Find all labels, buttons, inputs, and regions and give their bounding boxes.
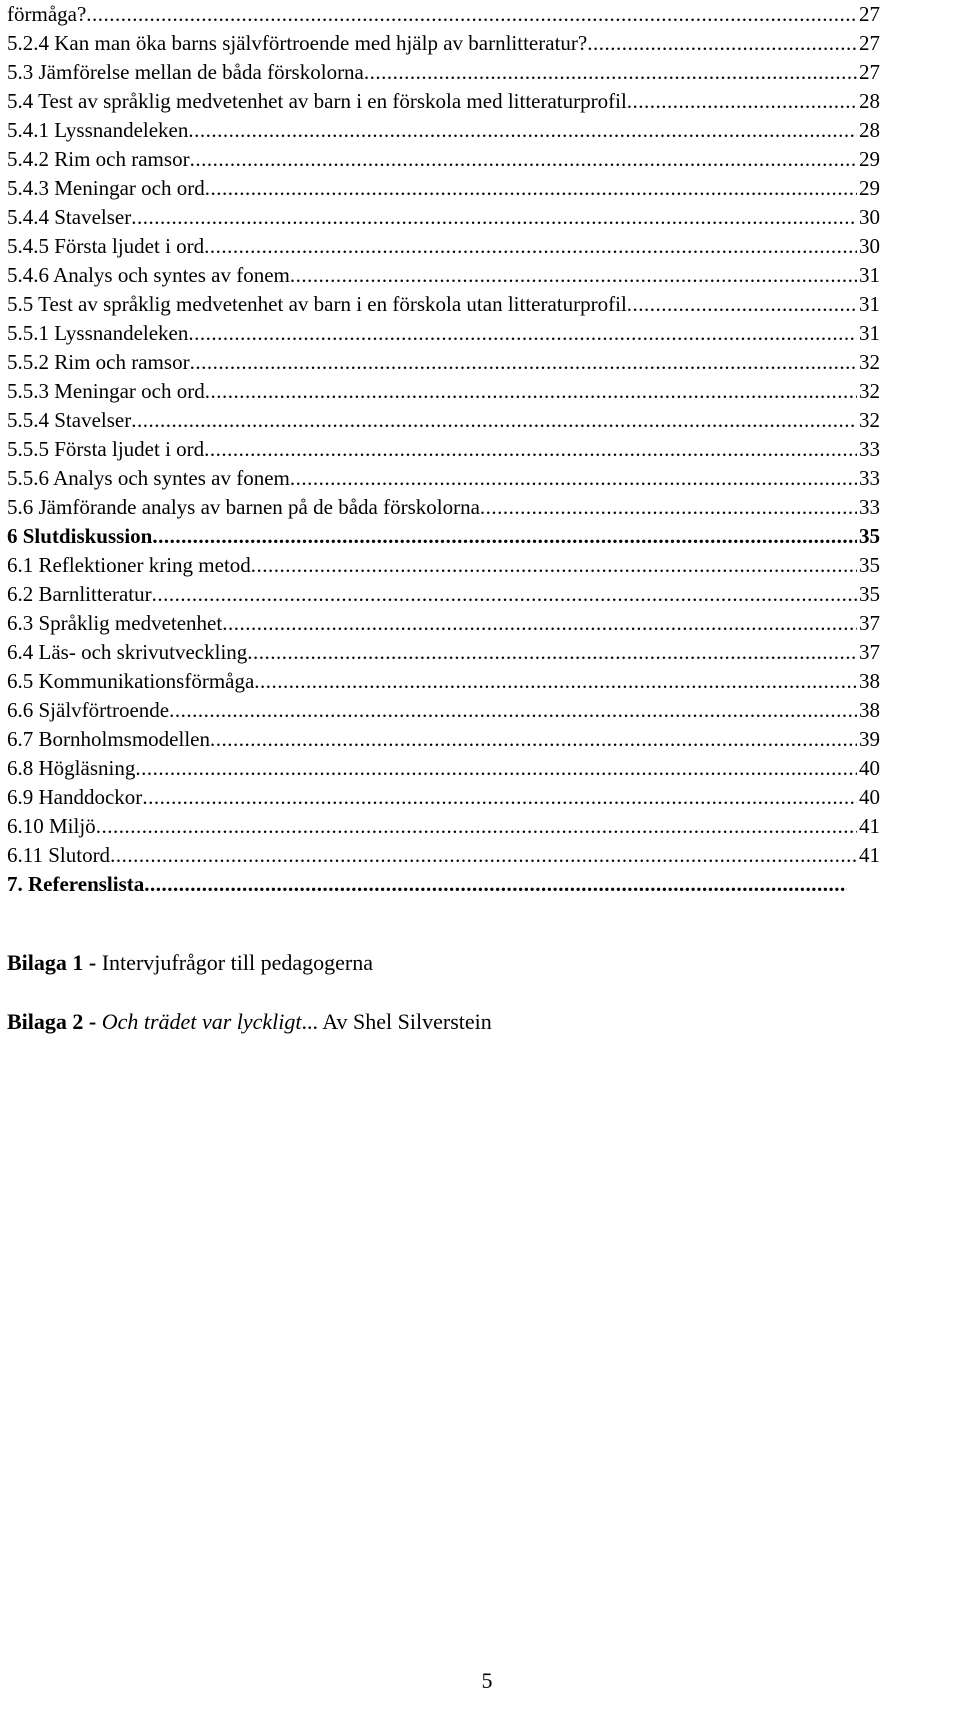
toc-entry-page: 40: [859, 756, 880, 780]
toc-dot-leader: [135, 754, 857, 783]
appendix-1: [7, 948, 373, 978]
toc-dot-leader: [480, 493, 857, 522]
toc-entry-page: 33: [859, 437, 880, 461]
toc-dot-leader: [222, 609, 857, 638]
toc-entry-page: 28: [859, 118, 880, 142]
toc-dot-leader: [254, 667, 857, 696]
toc-entry: [7, 319, 880, 348]
toc-entry-page: 32: [859, 379, 880, 403]
toc-entry-page: 35: [859, 582, 880, 606]
toc-dot-leader: [144, 870, 847, 899]
toc-dot-leader: [152, 580, 857, 609]
toc-entry-page: 32: [859, 350, 880, 374]
toc-entry: [7, 812, 880, 841]
toc-entry: [7, 696, 880, 725]
toc-entry-title: 6.9 Handdockor: [7, 785, 143, 809]
toc-entry-title: 6.1 Reflektioner kring metod: [7, 553, 251, 577]
toc-dot-leader: [188, 116, 857, 145]
toc-entry: [7, 348, 880, 377]
toc-entry-title: 5.3 Jämförelse mellan de båda förskolorna: [7, 60, 364, 84]
appendix-label: Bilaga 2 -: [7, 1009, 102, 1034]
toc-entry-page: 38: [859, 669, 880, 693]
toc-dot-leader: [142, 783, 857, 812]
toc-dot-leader: [205, 174, 857, 203]
appendix-title-italic: Och trädet var lyckligt: [101, 1009, 302, 1034]
toc-entry: [7, 754, 880, 783]
toc-dot-leader: [627, 290, 857, 319]
toc-entry: [7, 232, 880, 261]
toc-entry: [7, 464, 880, 493]
toc-entry: [7, 87, 880, 116]
appendix-title-rest: ... Av Shel Silverstein: [301, 1009, 492, 1034]
toc-entry: [7, 870, 847, 899]
toc-entry-title: 5.5.6 Analys och syntes av fonem: [7, 466, 290, 490]
toc-entry: [7, 638, 880, 667]
toc-dot-leader: [204, 435, 857, 464]
toc-dot-leader: [152, 522, 857, 551]
toc-entry-title: 6.3 Språklig medvetenhet: [7, 611, 223, 635]
toc-entry-title: 6 Slutdiskussion: [7, 524, 153, 548]
toc-entry: [7, 58, 880, 87]
toc-entry: [7, 667, 880, 696]
toc-entry-title: 5.5.4 Stavelser: [7, 408, 132, 432]
toc-dot-leader: [110, 841, 857, 870]
toc-entry-page: 31: [859, 321, 880, 345]
toc-entry-page: 33: [859, 495, 880, 519]
toc-dot-leader: [364, 58, 857, 87]
toc-entry-page: 30: [859, 205, 880, 229]
toc-dot-leader: [290, 464, 857, 493]
toc-entry-page: 27: [859, 60, 880, 84]
toc-entry: [7, 435, 880, 464]
toc-entry: [7, 406, 880, 435]
toc-entry-page: 38: [859, 698, 880, 722]
toc-entry-title: 5.4.1 Lyssnandeleken: [7, 118, 189, 142]
toc-dot-leader: [204, 232, 857, 261]
toc-entry: [7, 203, 880, 232]
toc-entry-title: 5.5 Test av språklig medvetenhet av barn i en förskola utan litteraturprofil: [7, 292, 627, 316]
toc-entry-page: 30: [859, 234, 880, 258]
toc-entry: [7, 522, 880, 551]
toc-entry: [7, 116, 880, 145]
table-of-contents: [7, 0, 880, 899]
toc-entry: [7, 580, 880, 609]
toc-entry: [7, 0, 880, 29]
toc-entry-title: 5.2.4 Kan man öka barns självförtroende med hjälp av barnlitteratur?: [7, 31, 588, 55]
toc-entry-page: 41: [859, 843, 880, 867]
toc-entry-page: 29: [859, 176, 880, 200]
toc-entry-page: 40: [859, 785, 880, 809]
toc-dot-leader: [587, 29, 857, 58]
page-number: 5: [481, 1668, 493, 1693]
toc-dot-leader: [131, 406, 857, 435]
toc-dot-leader: [188, 319, 857, 348]
toc-entry-title: 5.4.6 Analys och syntes av fonem: [7, 263, 290, 287]
toc-entry-page: 29: [859, 147, 880, 171]
toc-entry-page: 31: [859, 292, 880, 316]
toc-entry-page: 31: [859, 263, 880, 287]
toc-dot-leader: [627, 87, 857, 116]
appendix-label: Bilaga 1 -: [7, 950, 102, 975]
toc-entry: [7, 609, 880, 638]
toc-entry: [7, 261, 880, 290]
toc-dot-leader: [247, 638, 857, 667]
toc-dot-leader: [251, 551, 857, 580]
toc-entry-page: 33: [859, 466, 880, 490]
toc-entry-title: 6.6 Självförtroende: [7, 698, 170, 722]
toc-entry-title: 5.6 Jämförande analys av barnen på de båda förskolorna: [7, 495, 480, 519]
toc-entry-title: 6.11 Slutord: [7, 843, 111, 867]
toc-entry: [7, 551, 880, 580]
toc-entry-title: 7. Referenslista: [7, 872, 145, 896]
toc-entry-page: 39: [859, 727, 880, 751]
toc-entry-title: 6.2 Barnlitteratur: [7, 582, 152, 606]
appendix-title: Intervjufrågor till pedagogerna: [101, 950, 373, 975]
toc-entry-title: 6.8 Högläsning: [7, 756, 136, 780]
toc-dot-leader: [190, 145, 857, 174]
toc-entry-page: 32: [859, 408, 880, 432]
toc-entry-page: 35: [859, 524, 880, 548]
toc-entry-title: 5.4.3 Meningar och ord: [7, 176, 205, 200]
toc-dot-leader: [190, 348, 857, 377]
toc-entry-title: 6.10 Miljö: [7, 814, 96, 838]
toc-entry-page: 28: [859, 89, 880, 113]
toc-dot-leader: [210, 725, 857, 754]
toc-entry: [7, 145, 880, 174]
toc-entry-title: 5.4.5 Första ljudet i ord: [7, 234, 205, 258]
toc-entry: [7, 493, 880, 522]
toc-entry: [7, 725, 880, 754]
toc-entry-title: förmåga?: [7, 2, 87, 26]
toc-entry: [7, 783, 880, 812]
toc-entry-title: 6.4 Läs- och skrivutveckling: [7, 640, 248, 664]
toc-dot-leader: [86, 0, 857, 29]
toc-entry-title: 5.4.2 Rim och ramsor: [7, 147, 190, 171]
toc-dot-leader: [290, 261, 857, 290]
appendix-2: [7, 1007, 492, 1037]
toc-entry-title: 6.7 Bornholmsmodellen: [7, 727, 210, 751]
toc-entry: [7, 174, 880, 203]
toc-dot-leader: [96, 812, 857, 841]
toc-entry-title: 5.5.2 Rim och ramsor: [7, 350, 190, 374]
toc-entry-title: 5.4 Test av språklig medvetenhet av barn i en förskola med litteraturprofil: [7, 89, 627, 113]
toc-entry-page: 27: [859, 31, 880, 55]
toc-entry-title: 5.5.3 Meningar och ord: [7, 379, 205, 403]
toc-entry: [7, 377, 880, 406]
toc-entry: [7, 290, 880, 319]
toc-dot-leader: [205, 377, 857, 406]
toc-entry-page: 37: [859, 640, 880, 664]
toc-dot-leader: [169, 696, 857, 725]
toc-entry-page: 35: [859, 553, 880, 577]
toc-entry-title: 5.4.4 Stavelser: [7, 205, 132, 229]
toc-entry-page: 27: [859, 2, 880, 26]
toc-dot-leader: [131, 203, 857, 232]
toc-entry: [7, 29, 880, 58]
toc-entry-page: 41: [859, 814, 880, 838]
toc-entry-title: 5.5.5 Första ljudet i ord: [7, 437, 205, 461]
toc-entry-title: 5.5.1 Lyssnandeleken: [7, 321, 189, 345]
toc-entry-title: 6.5 Kommunikationsförmåga: [7, 669, 255, 693]
toc-entry: [7, 841, 880, 870]
toc-entry-page: 37: [859, 611, 880, 635]
